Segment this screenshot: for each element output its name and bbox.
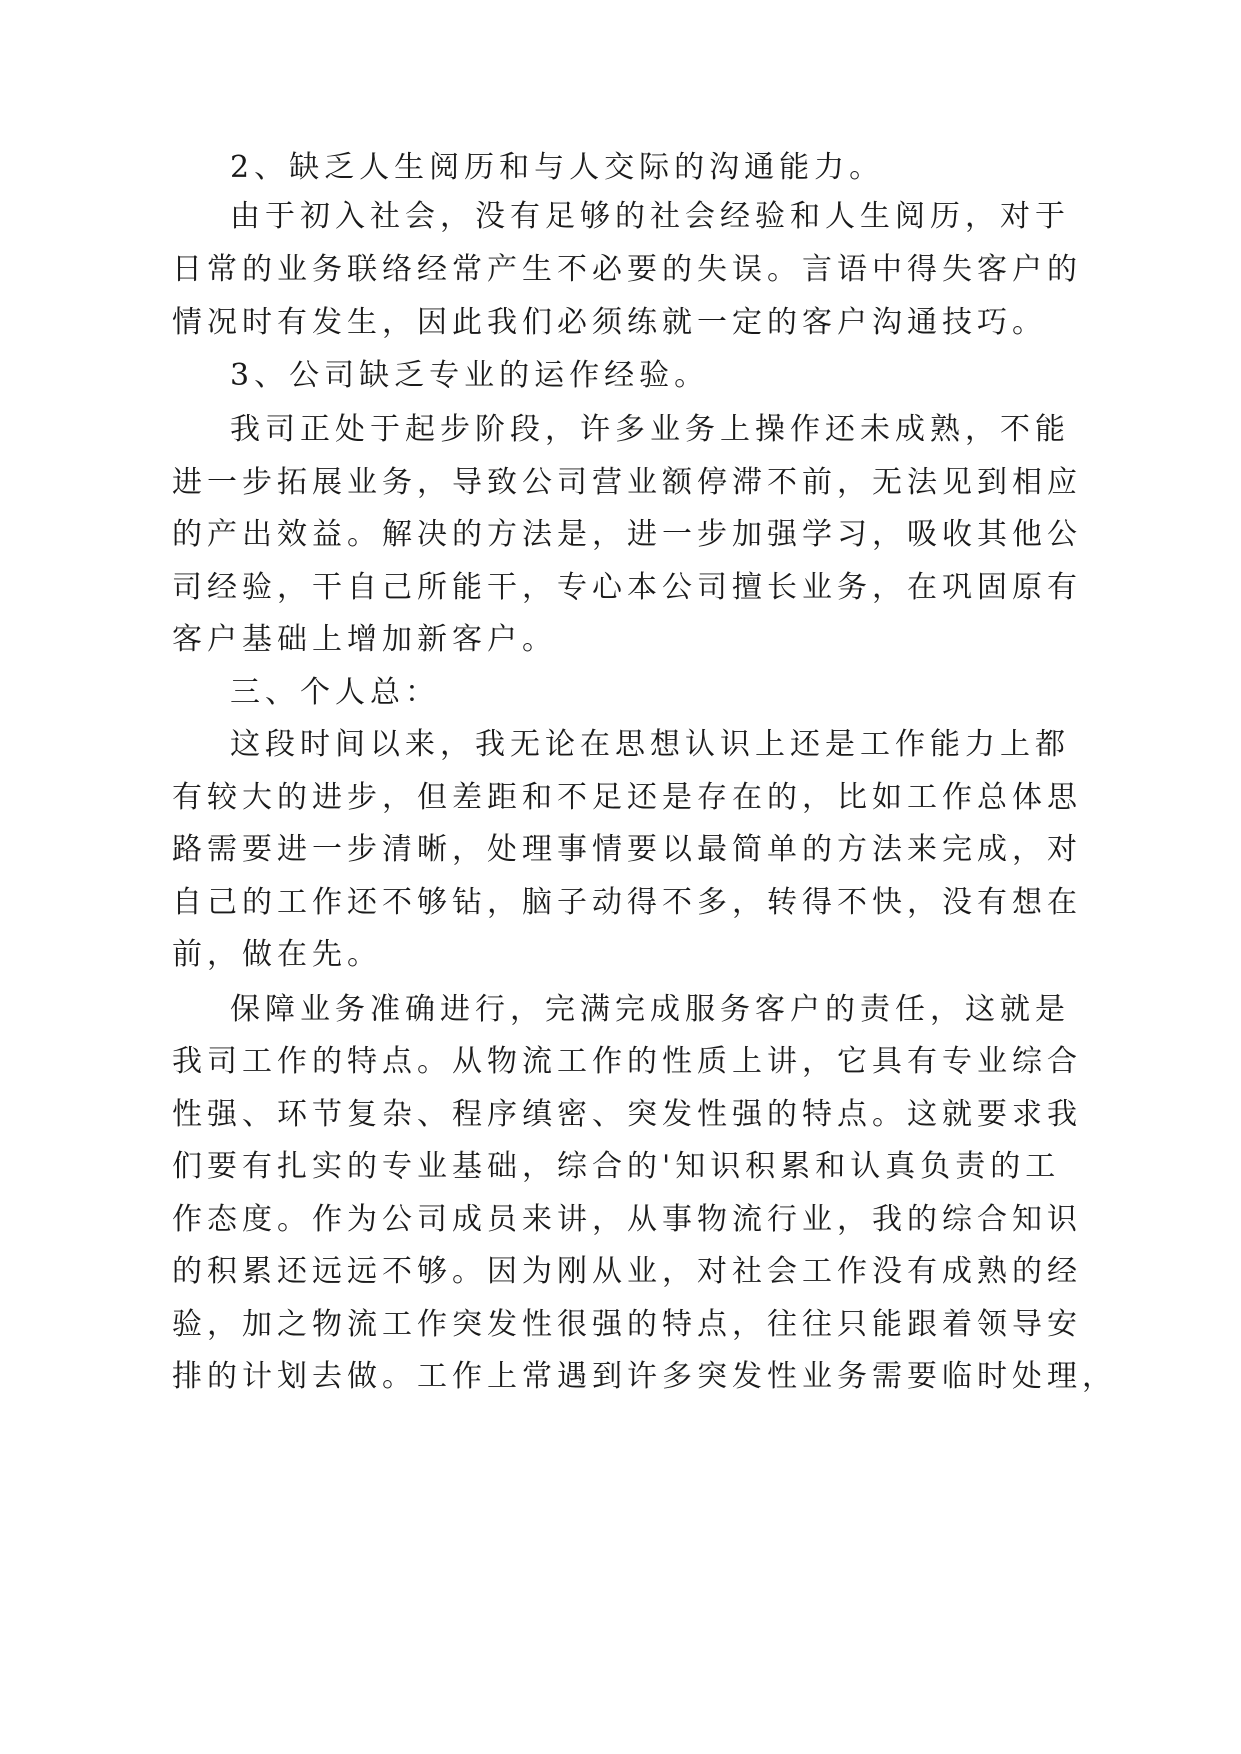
text-line: 的产出效益。解决的方法是，进一步加强学习，吸收其他公 — [172, 517, 1082, 552]
text-line: 由于初入社会，没有足够的社会经验和人生阅历，对于 — [230, 199, 1070, 234]
text-line: 作态度。作为公司成员来讲，从事物流行业，我的综合知识 — [172, 1202, 1082, 1237]
section-heading-experience: 3、公司缺乏专业的运作经验。 — [230, 358, 710, 393]
text-line: 司经验，干自己所能干，专心本公司擅长业务，在巩固原有 — [172, 570, 1082, 605]
text-line: 有较大的进步，但差距和不足还是存在的，比如工作总体思 — [172, 780, 1082, 815]
text-line: 前，做在先。 — [172, 937, 382, 972]
section-heading-personal: 三、个人总： — [230, 675, 440, 710]
text-line: 自己的工作还不够钻，脑子动得不多，转得不快，没有想在 — [172, 885, 1082, 920]
text-line: 我司工作的特点。从物流工作的性质上讲，它具有专业综合 — [172, 1044, 1082, 1079]
text-line: 排的计划去做。工作上常遇到许多突发性业务需要临时处理， — [172, 1359, 1117, 1394]
text-line: 我司正处于起步阶段，许多业务上操作还未成熟，不能 — [230, 412, 1070, 447]
text-line: 的积累还远远不够。因为刚从业，对社会工作没有成熟的经 — [172, 1254, 1082, 1289]
text-line: 保障业务准确进行，完满完成服务客户的责任，这就是 — [230, 992, 1070, 1027]
text-line: 们要有扎实的专业基础，综合的'知识积累和认真负责的工 — [172, 1149, 1061, 1184]
text-line: 日常的业务联络经常产生不必要的失误。言语中得失客户的 — [172, 252, 1082, 287]
text-line: 性强、环节复杂、程序缜密、突发性强的特点。这就要求我 — [172, 1097, 1082, 1132]
text-line: 进一步拓展业务，导致公司营业额停滞不前，无法见到相应 — [172, 465, 1082, 500]
text-line: 路需要进一步清晰，处理事情要以最简单的方法来完成，对 — [172, 832, 1082, 867]
section-heading-communication: 2、缺乏人生阅历和与人交际的沟通能力。 — [230, 150, 885, 185]
text-line: 验，加之物流工作突发性很强的特点，往往只能跟着领导安 — [172, 1307, 1082, 1342]
text-line: 这段时间以来，我无论在思想认识上还是工作能力上都 — [230, 727, 1070, 762]
text-line: 客户基础上增加新客户。 — [172, 622, 557, 657]
text-line: 情况时有发生，因此我们必须练就一定的客户沟通技巧。 — [172, 305, 1047, 340]
